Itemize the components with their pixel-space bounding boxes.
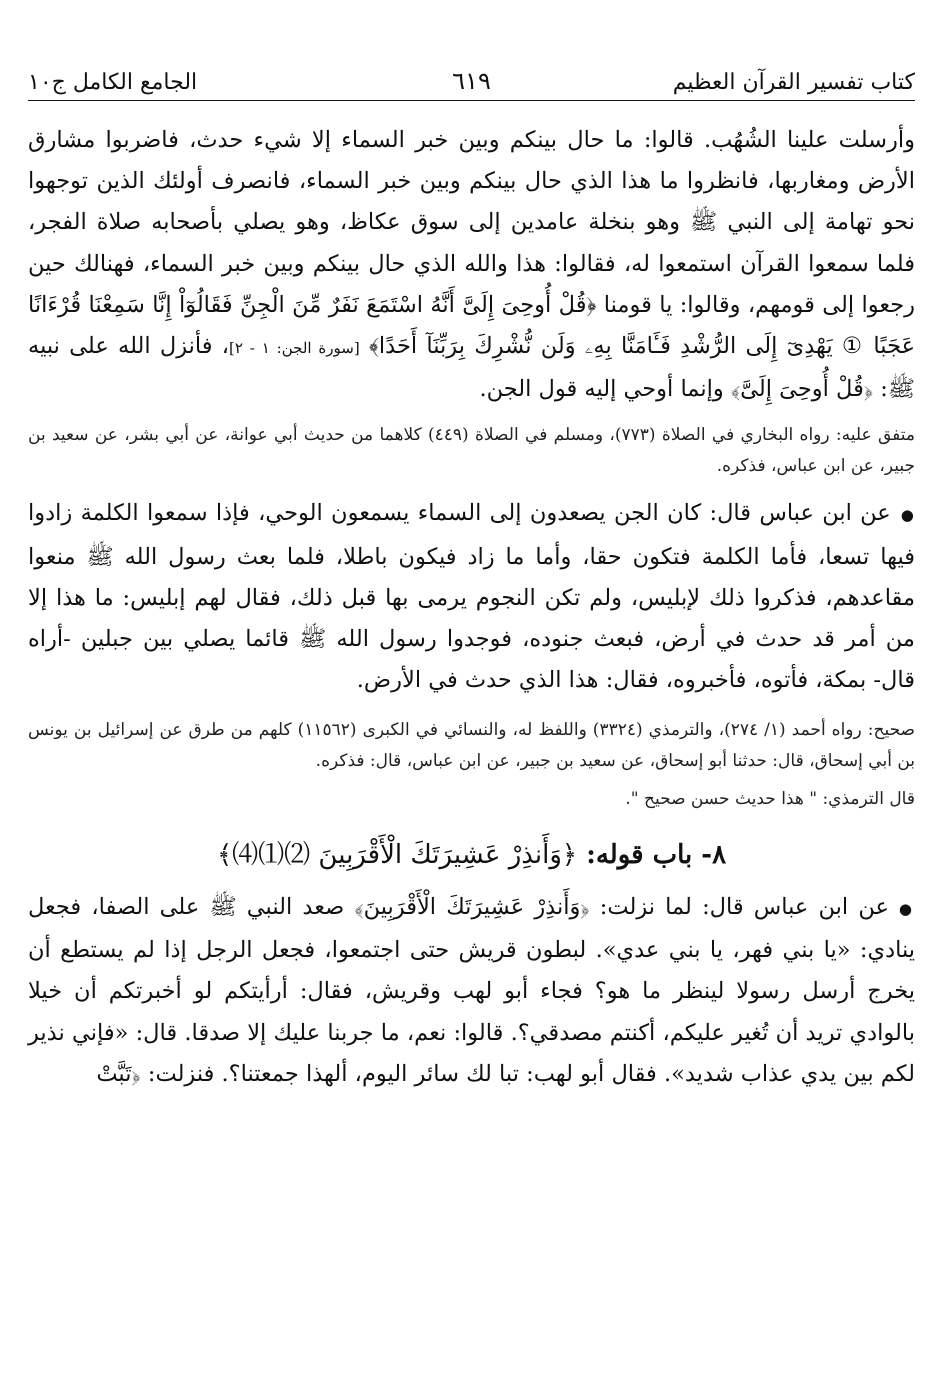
page-number: ٦١٩ [452,67,491,95]
bullet-icon: ● [900,506,915,525]
chapter-verse: ﴿وَأَنذِرْ عَشِيرَتَكَ الْأَقْرَبِينَ ⑵⑴⑷﴾ [216,839,578,870]
page-body [28,120,915,1095]
hadith-paragraph [28,493,915,701]
hadith-paragraph [28,887,915,1095]
takhrij-note: متفق عليه: رواه البخاري في الصلاة (٧٧٣)، ومسلم في الصلاة (٤٤٩) كلاهما من حديث أبي عوانة، عن أبي بشر، عن سعيد بن جبير، عن ابن عباس، فذكره. [28,425,915,476]
hadith-text: عن ابن عباس قال: لما نزلت: ﴿وَأَنذِرْ عَشِيرَتَكَ الْأَقْرَبِينَ﴾ صعد النبي ﷺ على الصفا، فجعل ينادي: «يا بني فهر، يا بني عدي». لبطون قريش حتى اجتمعوا، فجعل الرجل إذا لم يستطع أن يخرج أرسل رسولا لينظر ما هو؟ فجاء أبو لهب وقريش، فقال: أرأيتكم لو أخبرتكم أن خيلا بالوادي تريد أن تُغير عليكم، أكنتم مصدقي؟. قالوا: نعم، ما جربنا عليك إلا صدقا. قال: «فإني نذير لكم بين يدي عذاب شديد». فقال أبو لهب: تبا لك سائر اليوم، ألهذا جمعتنا؟. فنزلت: ﴿تَبَّتْ [28,893,915,1087]
running-header [28,58,915,98]
book-title: كتاب تفسير القرآن العظيم [672,70,915,95]
tirmidhi-note: قال الترمذي: " هذا حديث حسن صحيح ". [625,789,915,810]
surah-reference: [سورة الجن: ١ - ٢] [229,339,360,358]
takhrij-note: صحيح: رواه أحمد (١/ ٢٧٤)، والترمذي (٣٣٢٤) واللفظ له، والنسائي في الكبرى (١١٥٦٢) كلهم من طرق عن إسرائيل بن يونس بن أبي إسحاق، قال: حدثنا أبو إسحاق، عن سعيد بن جبير، عن ابن عباس، قال: فذكره. [28,720,915,771]
chapter-heading [28,833,915,877]
hadith-text: عن ابن عباس قال: كان الجن يصعدون إلى السماء يسمعون الوحي، فإذا سمعوا الكلمة زادوا فيها تسعا، فأما الكلمة فتكون حقا، وأما ما زاد فيكون باطلا، فلما بعث رسول الله ﷺ منعوا مقاعدهم، فذكروا ذلك لإبليس، ولم تكن النجوم يرمى بها قبل ذلك، فقال لهم إبليس: ما هذا إلا من أمر قد حدث في أرض، فبعث جنوده، فوجدوا رسول الله ﷺ قائما يصلي بين جبلين -أراه قال- بمكة، فأتوه، فأخبروه، فقال: هذا الذي حدث في الأرض. [28,500,915,694]
paragraph-text: وأرسلت علينا الشُهُب. قالوا: ما حال بينكم وبين خبر السماء إلا شيء حدث، فاضربوا مشارق الأرض ومغاربها، فانظروا ما هذا الذي حال بينكم وبين خبر السماء، فانصرف أولئك الذين توجهوا نحو تهامة إلى النبي ﷺ وهو بنخلة عامدين إلى سوق عكاظ، وهو يصلي بأصحابه صلاة الفجر، فلما سمعوا القرآن استمعوا له، فقالوا: هذا والله الذي حال بينكم وبين خبر السماء، فهنالك حين رجعوا إلى قومهم، وقالوا: يا قومنا ﴿قُلْ أُوحِىَ إِلَىَّ أَنَّهُ اسْتَمَعَ نَفَرٌ مِّنَ الْجِنِّ فَقَالُوٓاْ إِنَّا سَمِعْنَا قُرْءَانًا عَجَبًا ① يَهْدِىٓ إِلَى الرُّشْدِ فَـَٔامَنَّا بِهِۦ وَلَن نُّشْرِكَ بِرَبِّنَآ أَحَدًا﴾ [28,127,916,360]
paragraph-tail: ، فأنزل الله على نبيه ﷺ: ﴿قُلْ أُوحِىَ إِلَىَّ﴾ وإنما أوحي إليه قول الجن. [28,333,915,403]
header-rule [28,100,915,101]
bullet-icon: ● [898,899,915,918]
chapter-label: ٨- باب قوله: [586,839,727,870]
paragraph-continuation [28,120,915,410]
volume-title: الجامع الكامل ج١٠ [28,70,198,95]
